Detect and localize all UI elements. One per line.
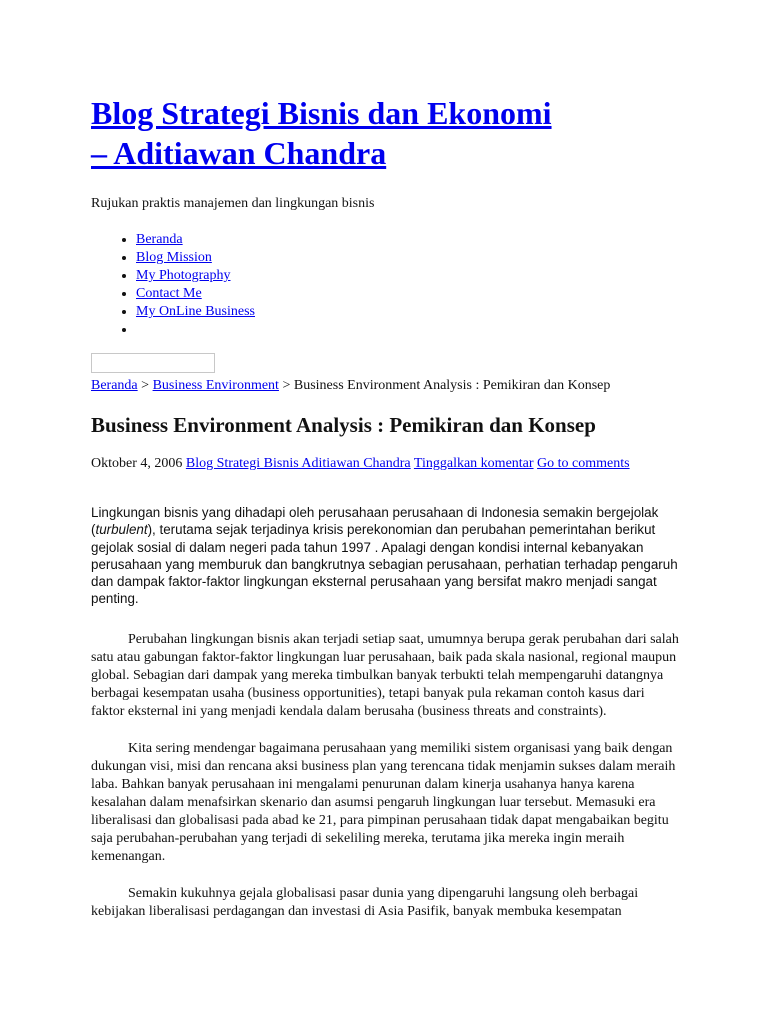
nav-item-contact-me [136, 285, 691, 303]
nav-item-empty [136, 321, 691, 339]
site-title [91, 0, 561, 173]
nav-link-my-online-business[interactable]: My OnLine Business [136, 304, 255, 319]
post-paragraph: Kita sering mendengar bagaimana perusahaan yang memiliki sistem organisasi yang baik dengan dukungan visi, misi dan rencana aksi business plan yang terencana tidak menjamin sukses dalam meraih laba. Bahkan banyak perusahaan ini mengalami penurunan dalam kinerja usahanya hanya karena kesalahan dalam menafsirkan skenario dan asumsi pengaruh lingkungan luar tersebut. Memasuki era liberalisasi dan globalisasi pada abad ke 21, para pimpinan perusahaan tidak dapat mengabaikan begitu saja perubahan-perubahan yang terjadi di sekeliling mereka, terutama jika mereka ingin meraih kemenangan. [91, 740, 676, 864]
breadcrumb [91, 377, 691, 395]
nav-link-blog-mission[interactable]: Blog Mission [136, 250, 212, 265]
nav-link-contact-me[interactable]: Contact Me [136, 286, 202, 301]
breadcrumb-category-link[interactable]: Business Environment [152, 378, 279, 393]
nav-item-beranda [136, 231, 691, 249]
post-meta [91, 455, 691, 473]
search-input[interactable] [91, 353, 215, 373]
post-paragraph: Semakin kukuhnya gejala globalisasi pasar dunia yang dipengaruhi langsung oleh berbagai kebijakan liberalisasi perdagangan dan investasi di Asia Pasifik, banyak membuka kesempatan [91, 885, 639, 919]
main-nav [91, 231, 691, 339]
breadcrumb-home-link[interactable]: Beranda [91, 378, 138, 393]
breadcrumb-separator: > [278, 378, 294, 393]
breadcrumb-separator: > [137, 378, 153, 393]
nav-link-beranda[interactable]: Beranda [136, 232, 183, 247]
lead-italic-term: turbulent [95, 522, 148, 538]
post-lead-paragraph [91, 504, 681, 608]
site-tagline: Rujukan praktis manajemen dan lingkungan bisnis [91, 196, 375, 211]
post-author-link[interactable]: Blog Strategi Bisnis Aditiawan Chandra [185, 456, 411, 471]
go-to-comments-link[interactable]: Go to comments [537, 456, 630, 471]
breadcrumb-current: Business Environment Analysis : Pemikiran dan Konsep [293, 378, 611, 393]
lead-text: ), terutama sejak terjadinya krisis perekonomian dan perubahan pemerintahan berikut gejolak sosial di dalam negeri pada tahun 1997 . Apalagi dengan kondisi internal kebanyakan perusahaan yang memburuk dan bangkrutnya sebagian perusahaan, perhatian terhadap pengaruh dan dampak faktor-faktor lingkungan eksternal perusahaan yang bersifat makro menjadi sangat penting. [91, 522, 678, 607]
lead-text: Lingkungan bisnis yang dihadapi oleh perusahaan perusahaan di Indonesia semakin bergejolak ( [91, 505, 659, 538]
nav-item-my-photography [136, 267, 691, 285]
post-paragraph: Perubahan lingkungan bisnis akan terjadi setiap saat, umumnya berupa gerak perubahan dari salah satu atau gabungan faktor-faktor lingkungan luar perusahaan, baik pada skala nasional, regional maupun global. Sebagian dari dampak yang mereka timbulkan banyak terbukti telah mempengaruhi datangnya berbagai kesempatan usaha (business opportunities), tetapi banyak pula rekaman contoh kasus dari faktor eksternal ini yang menjadi kendala dalam berusaha (business threats and constraints). [91, 631, 679, 719]
post-date: Oktober 4, 2006 [91, 456, 183, 471]
leave-comment-link[interactable]: Tinggalkan komentar [413, 456, 534, 471]
nav-link-my-photography[interactable]: My Photography [136, 268, 231, 283]
nav-item-my-online-business [136, 303, 691, 321]
nav-item-blog-mission [136, 249, 691, 267]
site-title-link[interactable]: Blog Strategi Bisnis dan Ekonomi – Aditiawan Chandra [91, 95, 552, 171]
post-title: Business Environment Analysis : Pemikiran dan Konsep [91, 413, 596, 437]
